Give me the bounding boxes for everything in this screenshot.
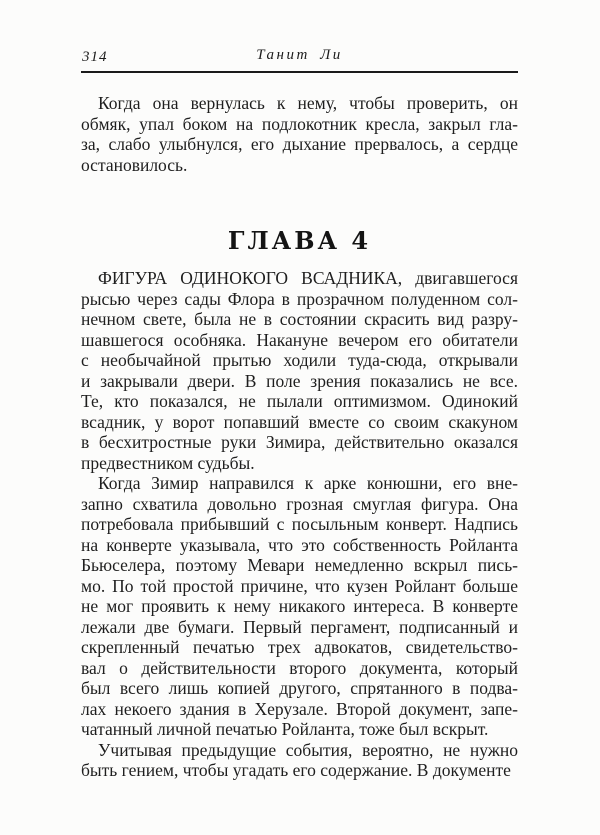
text-line: всадник, у ворот попавший вместе со своим скакуном — [81, 411, 518, 432]
text-line: Бьюселера, поэтому Мевари немедленно вскрыл пись- — [81, 555, 518, 575]
text-line: Те, кто показался, не пылали оптимизмом. Одинокий — [81, 391, 518, 411]
text-line: Когда Зимир направился к арке конюшни, его вне- — [98, 473, 518, 493]
text-line: предвестником судьбы. — [81, 452, 255, 473]
text-line: быть гением, чтобы угадать его содержание. В документе — [81, 760, 511, 780]
paragraph — [81, 473, 518, 740]
text-line: потребовала прибывший с посыльным конверт. Надпись — [81, 514, 518, 534]
text-line: остановилось. — [81, 154, 188, 175]
chapter-heading: ГЛАВА 4 — [227, 226, 372, 255]
text-line: в бесхитростные руки Зимира, действительно оказался — [81, 432, 518, 452]
text-line: Учитывая предыдущие события, вероятно, не нужно — [98, 739, 518, 760]
text-line: вал о действительности второго документа, который — [81, 657, 518, 678]
text-line: был всего лишь копией другого, спрятанного в подва- — [81, 678, 518, 698]
text-line: чатанный личной печатью Ройланта, тоже был вскрыт. — [81, 719, 489, 739]
paragraph — [81, 93, 518, 175]
text-line: мо. По той простой причине, что кузен Ройлант больше — [81, 575, 518, 596]
text-line: скрепленный печатью трех адвокатов, свидетельство- — [81, 637, 518, 657]
text-line: запно схватила довольно грозная смуглая фигура. Она — [81, 493, 518, 514]
paragraph — [81, 268, 518, 473]
text-line: лах некоего здания в Херузале. Второй документ, запе- — [81, 698, 518, 719]
text-line: на конверте указывала, что это собственность Ройланта — [81, 534, 518, 555]
text-line: ФИГУРА ОДИНОКОГО ВСАДНИКА, двигавшегося — [98, 268, 518, 288]
text-line: лежали две бумаги. Первый пергамент, подписанный и — [81, 616, 518, 637]
chapter-body-paragraphs — [81, 268, 518, 781]
text-line: не мог проявить к нему никакого интереса. В конверте — [81, 596, 518, 616]
text-line: с необычайной прытью ходили туда-сюда, открывали — [81, 350, 518, 370]
text-line: шавшегося особняка. Накануне вечером его обитатели — [81, 329, 518, 350]
text-line: нечном свете, была не в состоянии скрасить вид разру- — [81, 309, 518, 329]
page-number: 314 — [82, 49, 108, 65]
header-rule — [81, 71, 518, 73]
running-header — [81, 46, 518, 68]
running-title: Танит Ли — [256, 47, 343, 63]
intro-paragraphs — [81, 93, 518, 175]
text-column — [81, 0, 518, 835]
text-line: обмяк, упал боком на подлокотник кресла, закрыл гла- — [81, 113, 518, 134]
text-line: Когда она вернулась к нему, чтобы проверить, он — [98, 93, 518, 113]
text-line: рысью через сады Флора в прозрачном полуденном сол- — [81, 288, 518, 309]
paragraph — [81, 740, 518, 781]
text-line: за, слабо улыбнулся, его дыхание прервалось, а сердце — [81, 134, 518, 154]
text-line: и закрывали двери. В поле зрения показались не все. — [81, 370, 518, 391]
